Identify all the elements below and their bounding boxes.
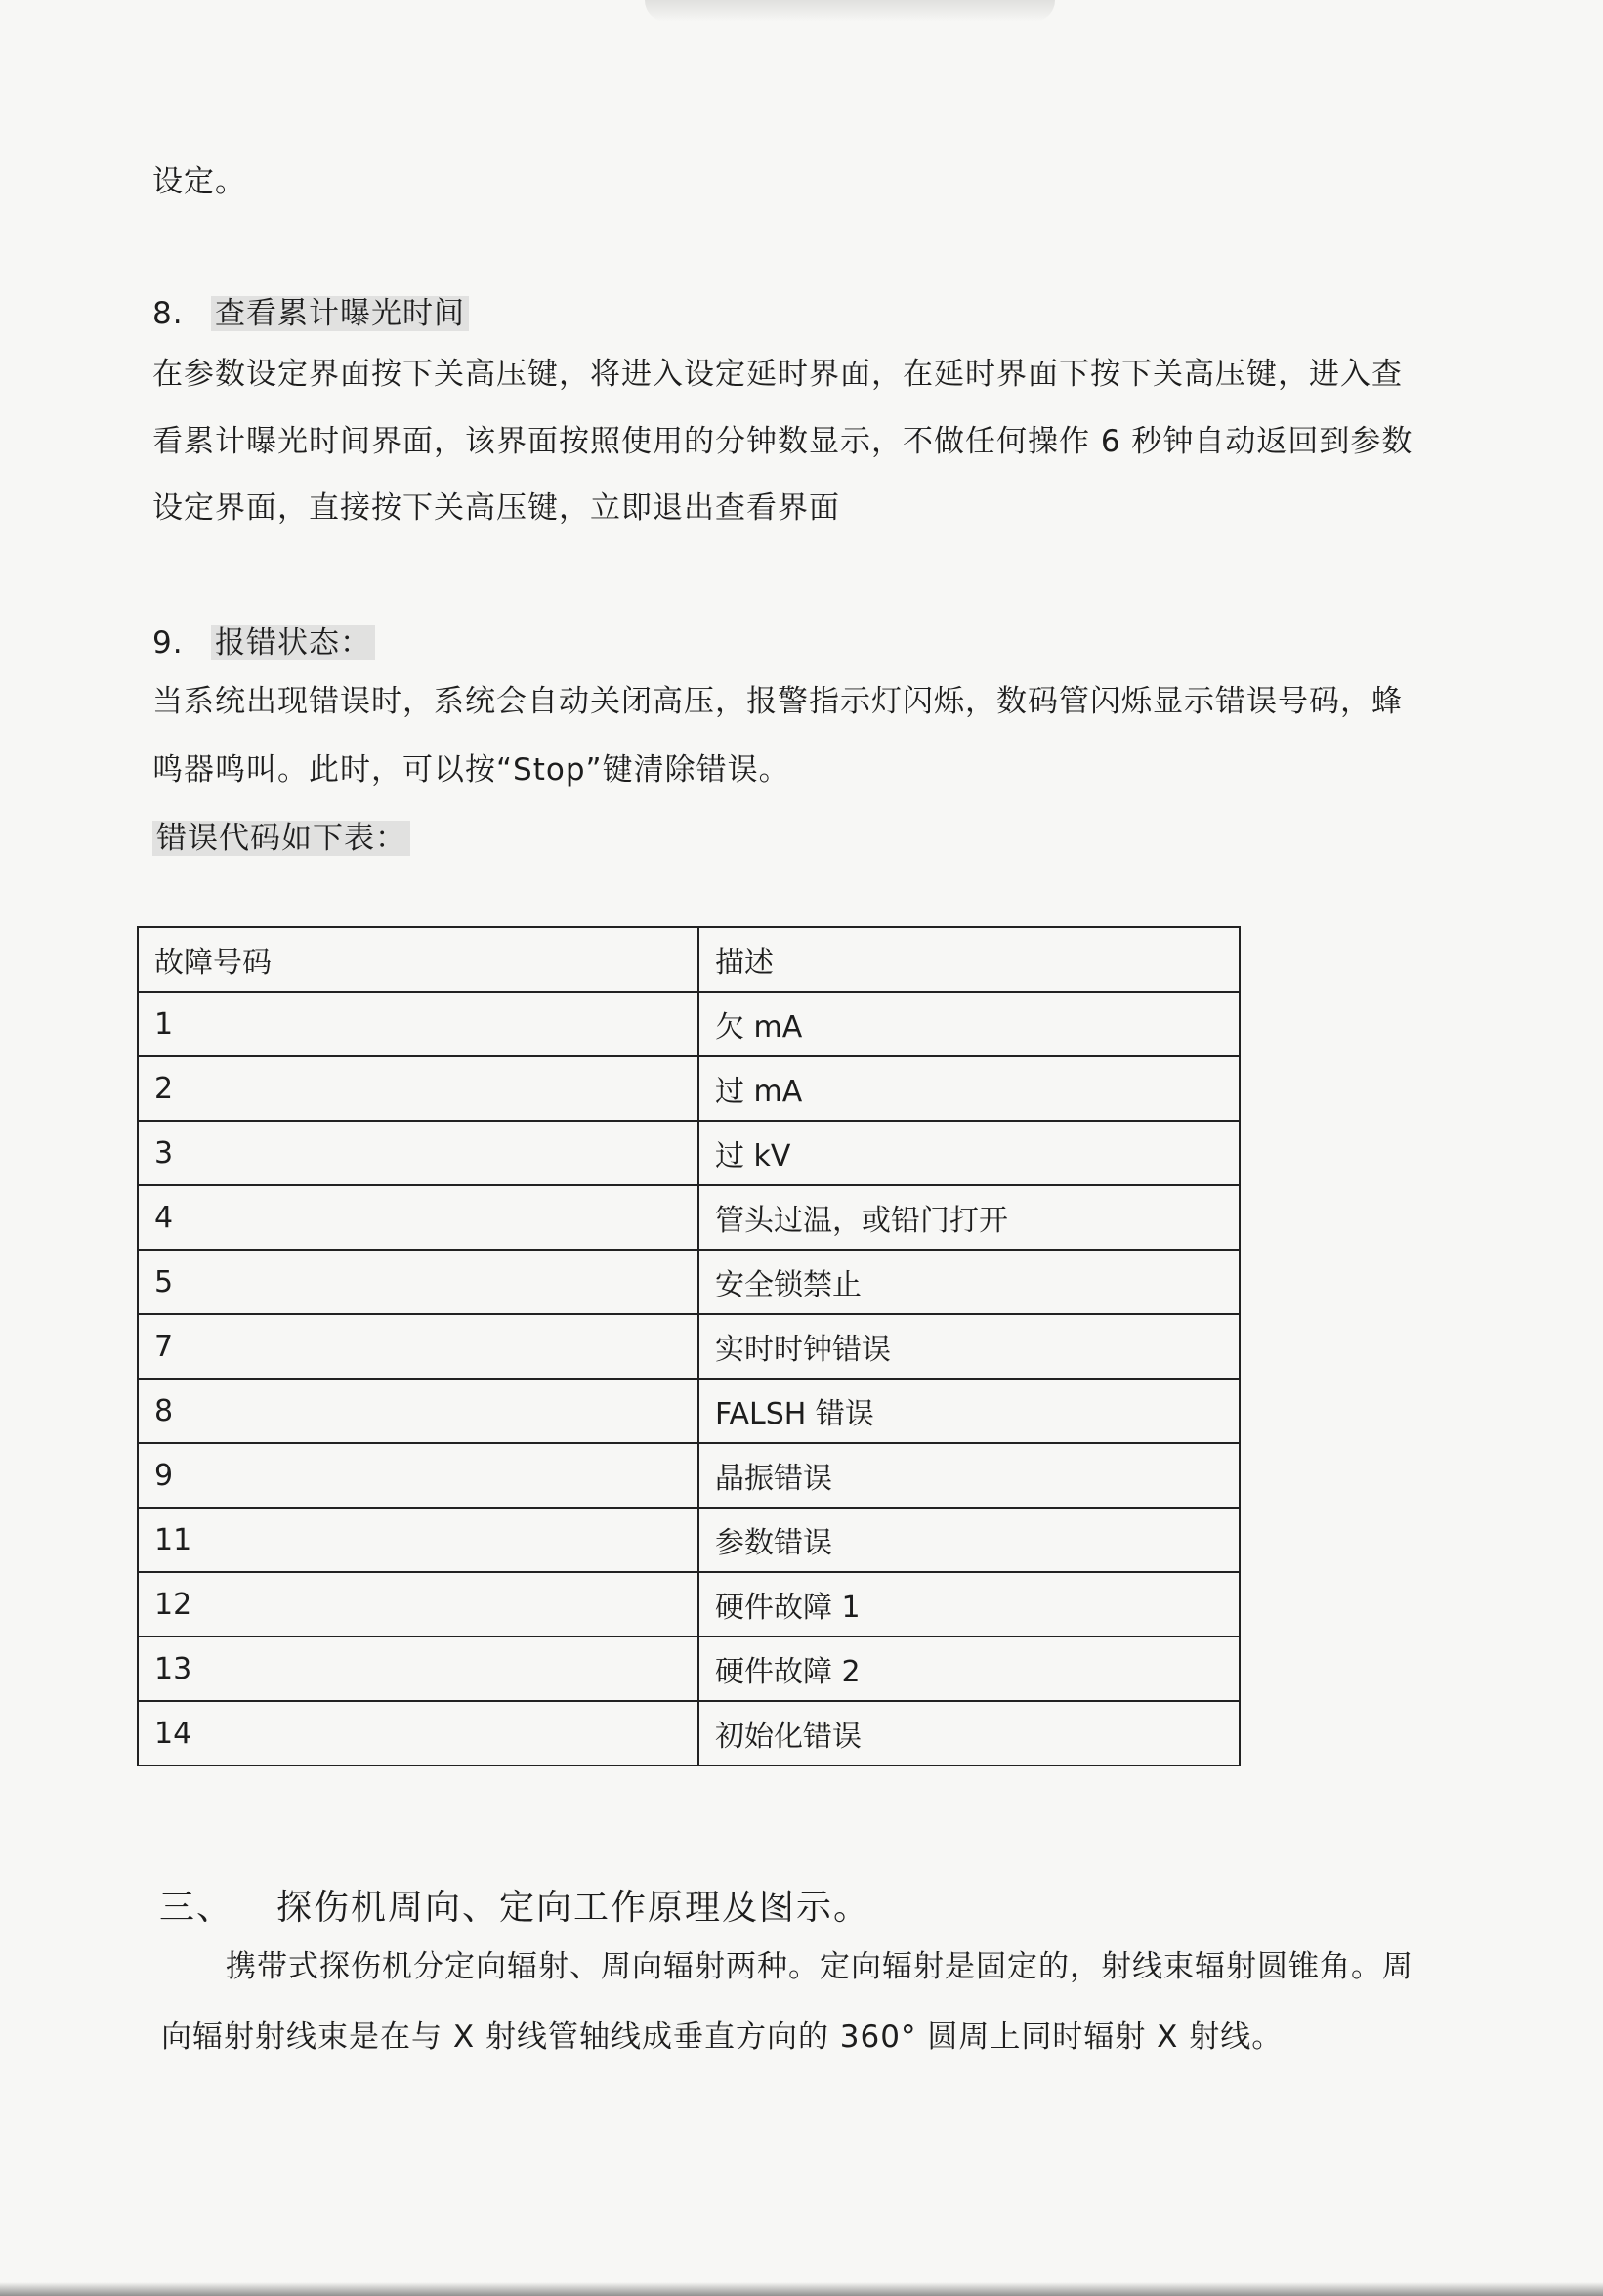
table-row <box>138 1637 1240 1701</box>
cell-description: FALSH 错误 <box>698 1379 1240 1443</box>
section-3-title: 探伤机周向、定向工作原理及图示。 <box>276 1888 871 1928</box>
section-3-heading <box>159 1886 870 1931</box>
cell-code: 9 <box>138 1443 698 1508</box>
error-code-table <box>137 926 1241 1766</box>
cell-code: 3 <box>138 1121 698 1185</box>
scan-shadow-top <box>645 0 1055 21</box>
cell-description: 管头过温，或铅门打开 <box>698 1185 1240 1250</box>
section-8-title: 查看累计曝光时间 <box>211 296 469 331</box>
section-8-line-3: 设定界面，直接按下关高压键，立即退出查看界面 <box>152 490 840 526</box>
section-9-number: 9. <box>152 625 184 660</box>
header-description: 描述 <box>698 927 1240 992</box>
cell-description: 实时时钟错误 <box>698 1314 1240 1379</box>
cell-code: 1 <box>138 992 698 1056</box>
section-8-line-1: 在参数设定界面按下关高压键，将进入设定延时界面，在延时界面下按下关高压键，进入查 <box>152 357 1403 392</box>
cell-code: 13 <box>138 1637 698 1701</box>
section-9-line-1: 当系统出现错误时，系统会自动关闭高压，报警指示灯闪烁，数码管闪烁显示错误号码，蜂 <box>152 684 1403 719</box>
cell-description: 安全锁禁止 <box>698 1250 1240 1314</box>
section-8-line-2: 看累计曝光时间界面，该界面按照使用的分钟数显示，不做任何操作 6 秒钟自动返回到参数 <box>152 424 1413 459</box>
cell-description: 过 mA <box>698 1056 1240 1121</box>
table-row <box>138 1379 1240 1443</box>
table-row <box>138 1443 1240 1508</box>
section-9-heading <box>152 623 375 662</box>
table-row <box>138 1250 1240 1314</box>
section-9-line-2: 鸣器鸣叫。此时，可以按“Stop”键清除错误。 <box>152 752 790 787</box>
table-row <box>138 1701 1240 1765</box>
section-3-number: 三、 <box>159 1888 234 1928</box>
cell-code: 5 <box>138 1250 698 1314</box>
cell-code: 2 <box>138 1056 698 1121</box>
table-header-row <box>138 927 1240 992</box>
cell-description: 硬件故障 1 <box>698 1572 1240 1637</box>
scan-shadow-bottom <box>0 2282 1603 2296</box>
header-code: 故障号码 <box>138 927 698 992</box>
section-8-number: 8. <box>152 296 184 331</box>
table-row <box>138 992 1240 1056</box>
cell-code: 7 <box>138 1314 698 1379</box>
cell-description: 欠 mA <box>698 992 1240 1056</box>
table-row <box>138 1572 1240 1637</box>
table-row <box>138 1314 1240 1379</box>
intro-tail-text: 设定。 <box>152 164 246 199</box>
table-row <box>138 1185 1240 1250</box>
table-row <box>138 1056 1240 1121</box>
cell-code: 11 <box>138 1508 698 1572</box>
table-intro <box>152 819 410 858</box>
cell-description: 参数错误 <box>698 1508 1240 1572</box>
table-row <box>138 1121 1240 1185</box>
cell-code: 14 <box>138 1701 698 1765</box>
section-3-line-2: 向辐射射线束是在与 X 射线管轴线成垂直方向的 360° 圆周上同时辐射 X 射线。 <box>161 2020 1284 2055</box>
table-intro-text: 错误代码如下表： <box>152 821 410 856</box>
cell-description: 初始化错误 <box>698 1701 1240 1765</box>
cell-code: 12 <box>138 1572 698 1637</box>
cell-description: 晶振错误 <box>698 1443 1240 1508</box>
section-8-heading <box>152 294 469 333</box>
cell-description: 过 kV <box>698 1121 1240 1185</box>
table-row <box>138 1508 1240 1572</box>
section-3-line-1: 携带式探伤机分定向辐射、周向辐射两种。定向辐射是固定的，射线束辐射圆锥角。周 <box>226 1949 1413 1984</box>
cell-description: 硬件故障 2 <box>698 1637 1240 1701</box>
cell-code: 8 <box>138 1379 698 1443</box>
cell-code: 4 <box>138 1185 698 1250</box>
section-9-title: 报错状态： <box>211 625 375 660</box>
